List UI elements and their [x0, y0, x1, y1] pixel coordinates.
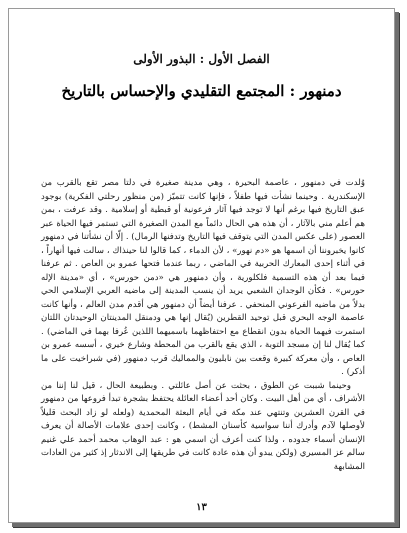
chapter-heading: الفصل الأول : البذور الأولى — [133, 52, 270, 66]
paragraph: وُلدت في دمنهور ، عاصمة البحيرة ، وهي مدينة صغيرة في دلتا مصر تقع بالقرب من الإسكندرية . وحينما نشأت فيها طفلاً ، فإنها كانت تتميّز (من منظور رحلتي الفكرية) بوجود عبق التاريخ فيها برغم أنها لا توجد فيها آثار فرعونية أو قبطية أو إسلامية . وقد عرفت ، بمن هم أعلم مني بالآثار ، أن هذه هي الحال دائماً مع المدن الصغيرة التي تستمر فيها الحياة عبر العصور (على عكس المدن التي يتوقف فيها التاريخ وتدفنها الرمال) . إلّا أن نشأتنا في دمنهور كانوا يخبروننا أن اسمها هو «دم نهور» ، لأن الدماء ، كما قالوا لنا حينذاك ، سالت فيها أنهاراً ، في أثناء إحدى المعارك الحربية في الماضي ، ربما عندما فتحها عمرو بن العاص . ثم عرفنا فيما بعد أن هذه التسمية فلكلورية ، وأن دمنهور هي «دمن حورس» ، أي «مدينة الإله حورس» . فكأن الوجدان الشعبي يريد أن ينسب المدينة إلى ماضيه العربي الإسلامي الحي بدلاً من ماضيه الفرعوني المنحفي . عرفنا أيضاً أن دمنهور هي أقدم مدن العالم ، وأنها كانت عاصمة الوجه البحري قبل توحيد القطرين (يُقال إنها هي ودمنقل المدينتان الوحيدتان اللتان استمرت فيهما الحياة بدون انقطاع مع احتفاظهما باسميهما اللذين عُرفا بهما في الماضي) . كما يُقال لنا إن مسجد التوبة ، الذي يقع بالقرب من المحطة وشارع خيري ، أسسه عمرو بن العاص ، وأن معركة كبيرة وقعت بين نابليون والمماليك قرب دمنهور (في شبراخيت على ما أذكر) . — [41, 178, 365, 377]
page-number: ١٣ — [196, 502, 207, 513]
paragraph: وحينما شببت عن الطوق ، بحثت عن أصل عائلتي . وبطبيعة الحال ، قيل لنا إننا من الأشراف ، أي من أهل البيت . وكان أحد أعضاء العائلة يحتفظ بشجرة تبدأ فروعها من دمنهور في القرن العشرين وتنتهي عند مكة في أيام البعثة المحمدية (ولعله لو زاد البحث قليلاً لأوصلها لآدم وأدرك أننا سواسية كأسنان المشط) ، وكانت إحدى علامات الأصالة أن يعرف الإنسان أسماء جدوده ، ولذا كنت أعرف أن اسمي هو : عبد الوهاب محمد أحمد علي غنيم سالم عز المسيري (ولكن يبدو أن هذه عادة كانت في طريقها إلى الاندثار إذ كثير من العادات المشابهة — [41, 380, 365, 472]
section-title: دمنهور : المجتمع التقليدي والإحساس بالتاريخ — [61, 82, 342, 100]
body-text — [41, 177, 365, 474]
page-frame — [8, 8, 395, 523]
